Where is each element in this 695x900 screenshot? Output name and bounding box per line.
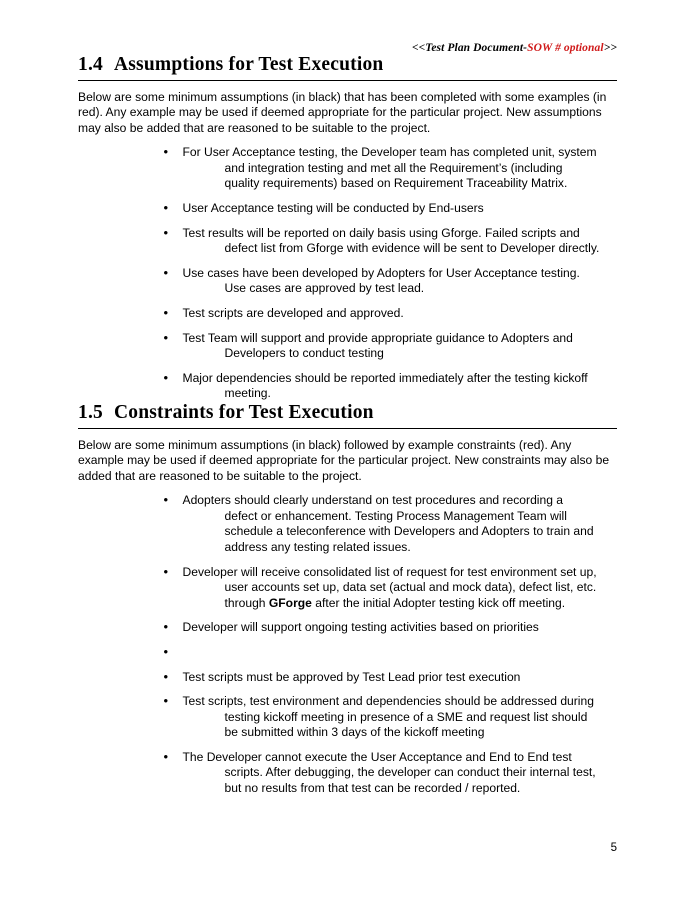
list-item-text: Test Team will support and provide appropriate guidance to Adopters and — [182, 330, 573, 345]
list-item-cont: address any testing related issues. — [224, 539, 411, 554]
list-item-cont-rich — [183, 596, 617, 612]
section-title-text-1-4: Assumptions for Test Execution — [113, 54, 384, 75]
list-item — [78, 331, 617, 362]
list-item — [78, 145, 617, 192]
list-item-text: Test scripts, test environment and dependencies should be addressed during — [182, 694, 594, 709]
bullet-list-1-4 — [78, 145, 617, 402]
list-item — [78, 750, 617, 797]
list-item — [78, 694, 617, 741]
list-item-text: The Developer cannot execute the User Acceptance and End to End test — [182, 749, 572, 764]
list-item-cont: but no results from that test can be recorded / reported. — [224, 781, 521, 796]
list-item-text: Test scripts must be approved by Test Lead prior test execution — [182, 669, 521, 684]
list-item-cont: defect list from Gforge with evidence will be sent to Developer directly. — [224, 241, 600, 256]
header-red-text: SOW # optional — [527, 42, 604, 54]
section-number-1-5: 1.5 — [78, 401, 103, 423]
bullet-icon: • — [163, 369, 169, 385]
list-item — [78, 565, 617, 612]
list-item-text: Test scripts are developed and approved. — [182, 305, 404, 320]
header-black-text: Test Plan Document- — [425, 42, 528, 54]
cont-pre: through — [224, 595, 269, 610]
gforge-bold: GForge — [268, 595, 312, 610]
list-item-cont: schedule a teleconference with Developers and Adopters to train and — [224, 524, 594, 539]
list-item-cont: meeting. — [224, 386, 271, 401]
list-item-cont: be submitted within 3 days of the kickoff meeting — [224, 725, 485, 740]
list-item-cont: Use cases are approved by test lead. — [224, 281, 425, 296]
header-suffix: >> — [603, 42, 617, 54]
bullet-icon: • — [163, 563, 169, 579]
bullet-list-1-5 — [78, 493, 617, 797]
bullet-icon: • — [163, 304, 169, 320]
list-item-cont: scripts. After debugging, the developer can conduct their internal test, — [224, 765, 596, 780]
page-number: 5 — [610, 842, 617, 854]
bullet-icon: • — [163, 200, 169, 215]
document-header — [78, 0, 617, 54]
bullet-icon: • — [163, 643, 169, 659]
section-intro-1-5: Below are some minimum assumptions (in black) followed by example constraints (red). Any example may be used if deemed appropriate for the particular project. New constraints may also be added that are reasoned to be suitable to the project. — [78, 437, 610, 483]
list-item-cont: and integration testing and met all the Requirement’s (including — [224, 160, 563, 175]
list-item — [78, 670, 617, 686]
section-title-text-1-5: Constraints for Test Execution — [113, 401, 374, 423]
list-item — [78, 620, 617, 636]
list-item — [78, 226, 617, 257]
header-prefix: << — [411, 42, 426, 54]
list-item-text: For User Acceptance testing, the Developer team has completed unit, system — [182, 145, 597, 160]
bullet-icon: • — [163, 144, 169, 160]
section-heading-1-5 — [78, 402, 617, 429]
bullet-icon: • — [163, 264, 169, 280]
list-item-cont: defect or enhancement. Testing Process Management Team will — [224, 508, 567, 523]
list-item-empty — [78, 645, 617, 661]
list-item-text: Test results will be reported on daily basis using Gforge. Failed scripts and — [182, 225, 580, 240]
list-item — [78, 201, 617, 217]
section-number-1-4: 1.4 — [78, 54, 103, 75]
list-item-text: Adopters should clearly understand on test procedures and recording a — [182, 493, 564, 508]
list-item-text: User Acceptance testing will be conducted by End-users — [182, 201, 484, 215]
list-item — [78, 266, 617, 297]
bullet-icon: • — [163, 492, 169, 508]
list-item — [78, 371, 617, 402]
bullet-icon: • — [163, 748, 169, 764]
list-item-text: Major dependencies should be reported immediately after the testing kickoff — [182, 370, 588, 385]
list-item-cont: quality requirements) based on Requirement Traceability Matrix. — [224, 176, 568, 191]
list-item-cont: testing kickoff meeting in presence of a SME and request list should — [224, 709, 588, 724]
list-item-cont: user accounts set up, data set (actual and mock data), defect list, etc. — [224, 580, 597, 595]
list-item-text: Use cases have been developed by Adopters for User Acceptance testing. — [182, 265, 580, 280]
list-item — [78, 306, 617, 322]
list-item-text: Developer will receive consolidated list of request for test environment set up, — [182, 564, 597, 579]
list-item-cont: Developers to conduct testing — [224, 346, 384, 361]
bullet-icon: • — [163, 619, 169, 635]
bullet-icon: • — [163, 224, 169, 240]
section-intro-1-4: Below are some minimum assumptions (in black) that has been completed with some examples (in red). Any example may be used if deemed appropriate for the particular project. New assumptions may also be added that are reasoned to be suitable to the project. — [78, 90, 607, 135]
cont-post: after the initial Adopter testing kick off meeting. — [311, 595, 566, 610]
section-heading-1-4 — [78, 54, 617, 81]
bullet-icon: • — [163, 668, 169, 684]
list-item-text: Developer will support ongoing testing activities based on priorities — [182, 620, 539, 635]
list-item — [78, 493, 617, 555]
bullet-icon: • — [163, 693, 169, 709]
bullet-icon: • — [163, 329, 169, 345]
